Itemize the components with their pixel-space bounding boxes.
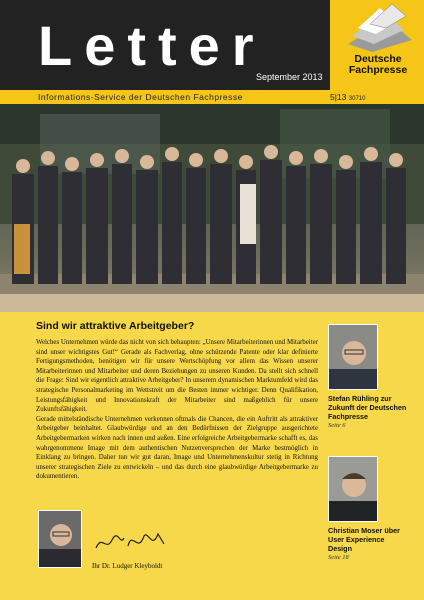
- teaser-title: Stefan Rühling zur Zukunft der Deutschen Fachpresse: [328, 394, 407, 421]
- newsletter-title: Letter: [38, 14, 266, 77]
- teaser-title: Christian Moser über User Experience Design: [328, 526, 400, 553]
- issue-number: 5|13 30710: [330, 92, 366, 102]
- editorial-article: [36, 320, 318, 482]
- publisher-logo: [330, 0, 424, 90]
- author-portrait: [38, 510, 82, 568]
- group-photo: [0, 104, 424, 312]
- article-paragraph: Gerade mittelständische Unternehmen verkennen oftmals die Chancen, die ein Auftritt als attraktiver Arbeitgeber beinhaltet. Glaubwürdige und an den Bedürfnissen der Zielgruppe ausgerichtete Arbeitgebermarken wirken nach innen und außen. Eine erfolgreiche Arbeitgebermarke schafft es, das wahrgenommene Image mit dem authentischen Nutzenversprechen der Marke bestmöglich in Einklang zu bringen. Daher tun wir gut daran, Image und Unternehmenskultur stetig in Richtung unserer strategischen Ziele zu entwickeln – und das durch eine glaubwürdige Arbeitgebermarke zu dokumentieren.: [36, 415, 318, 481]
- service-tagline: Informations-Service der Deutschen Fachpresse: [38, 92, 243, 102]
- teaser-portrait: [328, 324, 378, 390]
- teaser-page: Seite 6: [328, 422, 346, 429]
- issue-date: September 2013: [256, 72, 323, 82]
- teaser-portrait: [328, 456, 378, 522]
- teaser-page: Seite 18: [328, 554, 349, 561]
- teaser-item[interactable]: [328, 324, 408, 429]
- article-paragraph: Welches Unternehmen würde das nicht von sich behaupten: „Unsere Mitarbeiterinnen und Mitarbeiter sind unser wichtigstes Gut!“ Gerade als Fachverlag, ohne schützende Patente oder klar definierte Fertigungsmethoden, benötigen wir für unsere Wertschöpfung vor allem das Wissen unserer Mitarbeiterinnen und Mitarbeiter und deren Beziehungen zu unseren Kunden. Da stellt sich schnell die Frage: Sind wir eigentlich attraktive Arbeitgeber? In unserem dynamischen Marktumfeld wird das strategische Personalmarketing im Wettstreit um die Besten immer wichtiger. Denn Qualifikation, Leistungsfähigkeit und Innovationskraft der Mitarbeiter sind maßgeblich für unsere Zukunftsfähigkeit.: [36, 339, 318, 414]
- publisher-logo-text: Deutsche Fachpresse: [348, 53, 408, 76]
- signoff-name: Ihr Dr. Ludger Kleyboldt: [92, 562, 163, 570]
- signature: [92, 526, 170, 556]
- stacked-pages-icon: [330, 0, 424, 56]
- teaser-item[interactable]: [328, 456, 408, 561]
- article-title: Sind wir attraktive Arbeitgeber?: [36, 320, 195, 332]
